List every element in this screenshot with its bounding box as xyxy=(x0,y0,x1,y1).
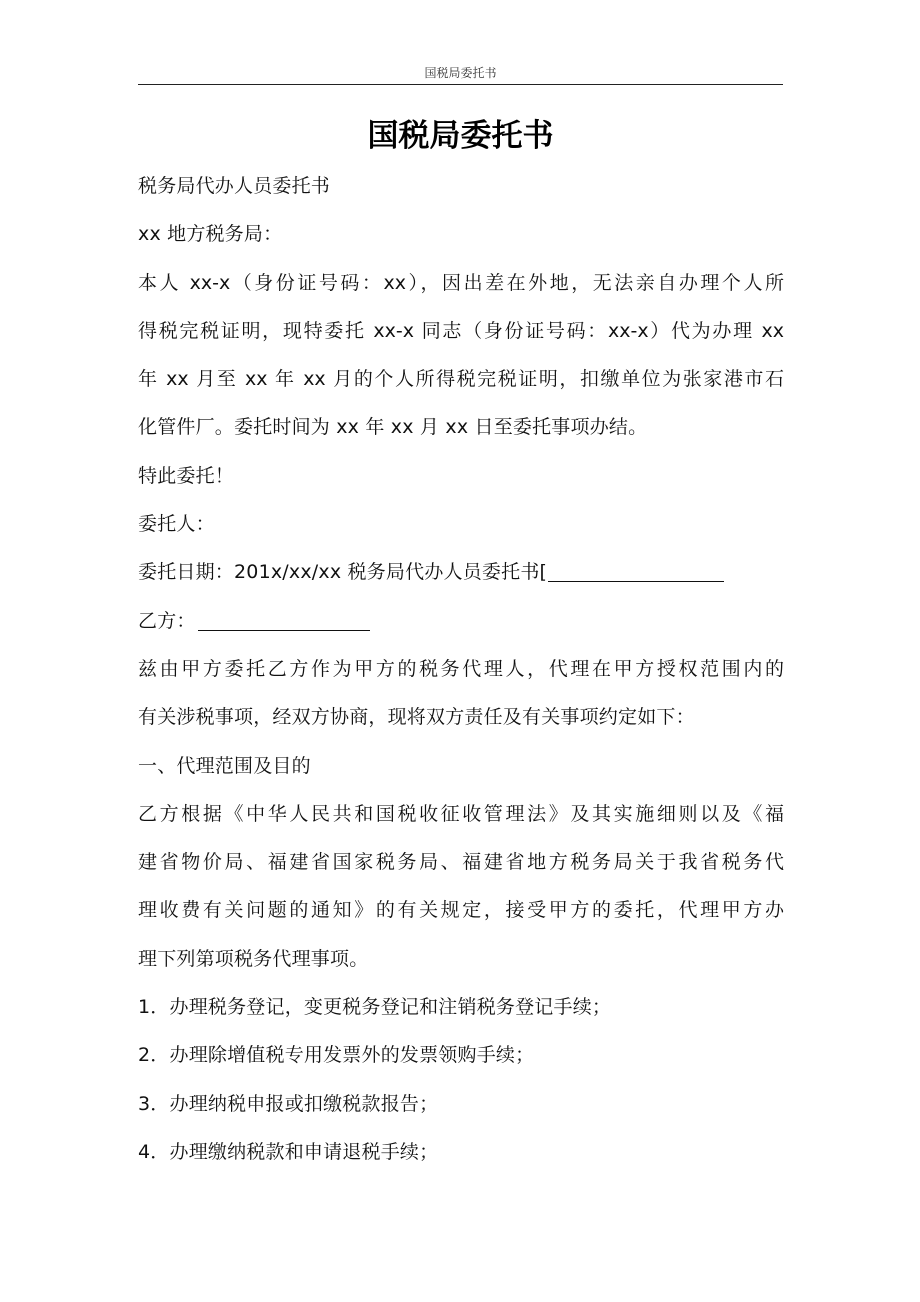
party-b-line xyxy=(138,597,784,645)
document-title: 国税局委托书 xyxy=(367,118,554,154)
paragraph-line: 理收费有关问题的通知》的有关规定，接受甲方的委托，代理甲方办 xyxy=(138,899,784,922)
paragraph-line: 理下列第项税务代理事项。 xyxy=(138,947,369,970)
paragraph-line: 乙方根据《中华人民共和国税收征收管理法》及其实施细则以及《福 xyxy=(138,802,784,825)
signature-blank xyxy=(548,557,724,582)
paragraph-line: 有关涉税事项，经双方协商，现将双方责任及有关事项约定如下： xyxy=(138,706,695,729)
date-line-text: 委托日期：201x/xx/xx 税务局代办人员委托书[ xyxy=(138,561,548,584)
document-subtitle: 税务局代办人员委托书 xyxy=(138,175,331,197)
document-body xyxy=(138,162,784,1176)
header-divider xyxy=(138,84,783,85)
paragraph-line: 得税完税证明，现特委托 xx-x 同志（身份证号码：xx-x）代为办理 xx xyxy=(138,319,784,342)
closing-statement: 特此委托！ xyxy=(138,464,235,487)
paragraph-scope xyxy=(138,790,784,983)
list-item: 1．办理税务登记，变更税务登记和注销税务登记手续； xyxy=(138,996,612,1019)
paragraph-line: 年 xx 月至 xx 年 xx 月的个人所得税完税证明，扣缴单位为张家港市石 xyxy=(138,368,784,391)
addressee: xx 地方税务局： xyxy=(138,223,283,246)
paragraph-line: 兹由甲方委托乙方作为甲方的税务代理人，代理在甲方授权范围内的 xyxy=(138,657,784,680)
list-item: 4．办理缴纳税款和申请退税手续； xyxy=(138,1140,439,1163)
item-list xyxy=(138,983,784,1176)
running-header: 国税局委托书 xyxy=(424,66,497,80)
paragraph-line: 化管件厂。委托时间为 xx 年 xx 月 xx 日至委托事项办结。 xyxy=(138,416,648,439)
paragraph-line: 建省物价局、福建省国家税务局、福建省地方税务局关于我省税务代 xyxy=(138,851,784,874)
list-item: 3．办理纳税申报或扣缴税款报告； xyxy=(138,1092,439,1115)
party-b-blank xyxy=(198,606,370,631)
paragraph-authorization xyxy=(138,259,784,452)
date-line xyxy=(138,548,784,596)
party-b-label: 乙方： xyxy=(138,609,196,632)
section-heading: 一、代理范围及目的 xyxy=(138,754,311,777)
list-item: 2．办理除增值税专用发票外的发票领购手续； xyxy=(138,1044,535,1067)
paragraph-agreement xyxy=(138,645,784,742)
principal-label: 委托人： xyxy=(138,513,215,536)
paragraph-line: 本人 xx-x（身份证号码：xx），因出差在外地，无法亲自办理个人所 xyxy=(138,271,784,294)
